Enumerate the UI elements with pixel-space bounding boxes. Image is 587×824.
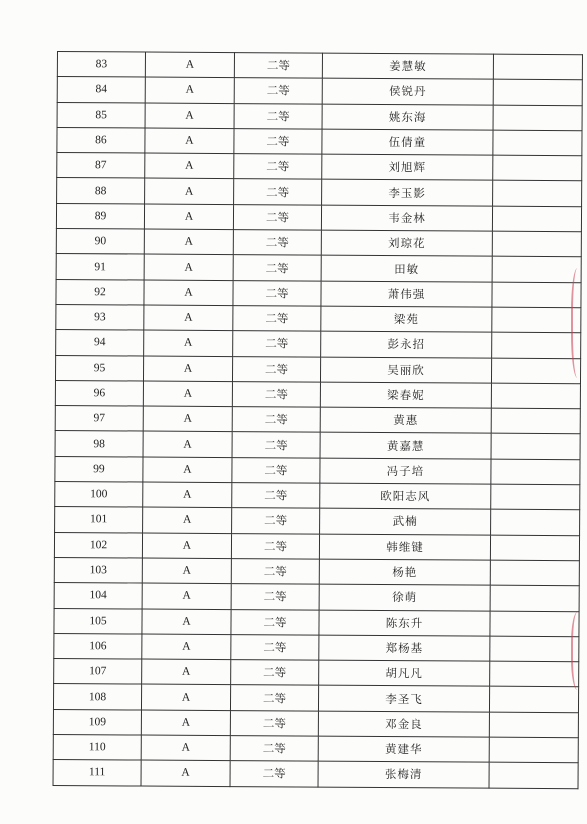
note-cell [491, 459, 580, 485]
name-cell: 徐萌 [319, 584, 490, 610]
table-row [55, 456, 580, 485]
note-cell [493, 105, 582, 131]
grade-cell: 二等 [230, 736, 318, 762]
name-cell: 萧伟强 [321, 281, 492, 307]
table-row [54, 659, 579, 688]
table-row [57, 77, 582, 106]
category-cell: A [144, 280, 233, 306]
name-cell: 田敏 [321, 255, 492, 281]
table-row [56, 279, 581, 308]
category-cell: A [142, 583, 231, 609]
table-row [56, 254, 581, 283]
row-number-cell: 88 [57, 178, 145, 204]
row-number-cell: 95 [55, 355, 143, 381]
row-number-cell: 98 [55, 431, 143, 457]
category-cell: A [145, 77, 234, 103]
category-cell: A [141, 710, 230, 736]
note-cell [489, 737, 578, 763]
grade-cell: 二等 [233, 280, 321, 306]
category-cell: A [145, 128, 234, 154]
category-cell: A [144, 204, 233, 230]
category-cell: A [142, 634, 231, 660]
note-cell [492, 206, 581, 232]
name-cell: 胡凡凡 [319, 660, 490, 686]
note-cell [491, 408, 580, 434]
category-cell: A [142, 609, 231, 635]
grade-cell: 二等 [233, 230, 321, 256]
row-number-cell: 100 [55, 482, 143, 508]
note-cell [490, 661, 579, 687]
note-cell [492, 282, 581, 308]
name-cell: 欧阳志风 [320, 483, 491, 509]
table-row [55, 431, 580, 460]
note-cell [490, 611, 579, 637]
row-number-cell: 111 [53, 760, 141, 786]
table-row [55, 482, 580, 511]
name-cell: 郑杨基 [319, 635, 490, 661]
category-cell: A [143, 406, 232, 432]
grade-cell: 二等 [234, 103, 322, 129]
name-cell: 冯子培 [320, 458, 491, 484]
name-cell: 张梅清 [318, 761, 489, 787]
category-cell: A [144, 305, 233, 331]
row-number-cell: 102 [54, 532, 142, 558]
row-number-cell: 94 [56, 330, 144, 356]
note-cell [490, 535, 579, 561]
category-cell: A [143, 457, 232, 483]
row-number-cell: 92 [56, 279, 144, 305]
row-number-cell: 101 [55, 507, 143, 533]
category-cell: A [143, 507, 232, 533]
name-cell: 姜慧敏 [322, 53, 493, 79]
table-row [53, 684, 578, 713]
category-cell: A [144, 229, 233, 255]
category-cell: A [142, 659, 231, 685]
table-row [55, 406, 580, 435]
row-number-cell: 87 [57, 153, 145, 179]
grade-cell: 二等 [234, 53, 322, 79]
name-cell: 邓金良 [318, 711, 489, 737]
table-row [54, 557, 579, 586]
grade-cell: 二等 [231, 609, 319, 635]
row-number-cell: 104 [54, 583, 142, 609]
row-number-cell: 110 [53, 735, 141, 761]
table-row [54, 633, 579, 662]
table-row [56, 304, 581, 333]
grade-cell: 二等 [232, 407, 320, 433]
row-number-cell: 99 [55, 456, 143, 482]
row-number-cell: 106 [54, 633, 142, 659]
row-number-cell: 93 [56, 304, 144, 330]
note-cell [493, 130, 582, 156]
table-row [53, 735, 578, 764]
grade-cell: 二等 [230, 761, 318, 787]
grade-cell: 二等 [234, 179, 322, 205]
note-cell [490, 560, 579, 586]
grade-cell: 二等 [234, 78, 322, 104]
table-row [56, 229, 581, 258]
note-cell [491, 510, 580, 536]
grade-cell: 二等 [233, 306, 321, 332]
grade-cell: 二等 [234, 154, 322, 180]
table-row [55, 507, 580, 536]
category-cell: A [142, 558, 231, 584]
table-row [54, 608, 579, 637]
category-cell: A [141, 735, 230, 761]
note-cell [489, 687, 578, 713]
grade-cell: 二等 [231, 559, 319, 585]
row-number-cell: 85 [57, 102, 145, 128]
table-row [56, 203, 581, 232]
row-number-cell: 107 [54, 659, 142, 685]
name-cell: 梁苑 [321, 306, 492, 332]
note-cell [490, 636, 579, 662]
note-cell [493, 54, 582, 80]
name-cell: 黄建华 [318, 736, 489, 762]
table-body [53, 52, 582, 789]
name-cell: 武楠 [320, 508, 491, 534]
grade-cell: 二等 [232, 381, 320, 407]
grade-cell: 二等 [230, 710, 318, 736]
note-cell [492, 332, 581, 358]
category-cell: A [141, 684, 230, 710]
note-cell [493, 79, 582, 105]
category-cell: A [145, 179, 234, 205]
table-row [53, 709, 578, 738]
name-cell: 姚东海 [322, 104, 493, 130]
note-cell [491, 358, 580, 384]
name-cell: 侯锐丹 [322, 78, 493, 104]
name-cell: 杨艳 [319, 559, 490, 585]
row-number-cell: 83 [57, 52, 145, 78]
grade-cell: 二等 [234, 128, 322, 154]
row-number-cell: 109 [53, 709, 141, 735]
name-cell: 黄嘉慧 [320, 433, 491, 459]
grade-cell: 二等 [231, 634, 319, 660]
grade-cell: 二等 [232, 508, 320, 534]
row-number-cell: 84 [57, 77, 145, 103]
grade-cell: 二等 [232, 356, 320, 382]
grade-cell: 二等 [231, 533, 319, 559]
name-cell: 梁春妮 [320, 382, 491, 408]
name-cell: 刘琼花 [321, 230, 492, 256]
row-number-cell: 91 [56, 254, 144, 280]
grade-cell: 二等 [232, 432, 320, 458]
table-row [54, 532, 579, 561]
category-cell: A [143, 381, 232, 407]
name-cell: 黄惠 [320, 407, 491, 433]
table-row [53, 760, 578, 789]
table-row [55, 355, 580, 384]
table-row [56, 330, 581, 359]
note-cell [489, 712, 578, 738]
row-number-cell: 89 [56, 203, 144, 229]
seal-stamp-lower [571, 612, 587, 690]
name-cell: 韦金林 [321, 205, 492, 231]
row-number-cell: 90 [56, 229, 144, 255]
category-cell: A [145, 153, 234, 179]
category-cell: A [145, 103, 234, 129]
note-cell [491, 383, 580, 409]
category-cell: A [145, 52, 234, 78]
grade-cell: 二等 [231, 584, 319, 610]
note-cell [493, 181, 582, 207]
category-cell: A [144, 254, 233, 280]
category-cell: A [143, 482, 232, 508]
name-cell: 韩维键 [319, 534, 490, 560]
grade-cell: 二等 [232, 483, 320, 509]
row-number-cell: 97 [55, 406, 143, 432]
category-cell: A [143, 431, 232, 457]
name-cell: 李玉影 [322, 180, 493, 206]
grade-cell: 二等 [231, 660, 319, 686]
seal-stamp-upper [571, 268, 587, 378]
note-cell [493, 155, 582, 181]
table-row [55, 380, 580, 409]
note-cell [492, 307, 581, 333]
note-cell [491, 484, 580, 510]
row-number-cell: 86 [57, 127, 145, 153]
row-number-cell: 96 [55, 380, 143, 406]
name-cell: 伍倩童 [322, 129, 493, 155]
table-row [57, 52, 582, 81]
grade-cell: 二等 [230, 685, 318, 711]
table-row [57, 127, 582, 156]
table-row [54, 583, 579, 612]
category-cell: A [142, 533, 231, 559]
name-cell: 李圣飞 [318, 686, 489, 712]
name-cell: 刘旭辉 [322, 154, 493, 180]
grade-cell: 二等 [233, 331, 321, 357]
row-number-cell: 103 [54, 557, 142, 583]
category-cell: A [141, 760, 230, 786]
category-cell: A [144, 330, 233, 356]
note-cell [492, 231, 581, 257]
note-cell [492, 257, 581, 283]
name-cell: 陈东升 [319, 610, 490, 636]
table-row [57, 102, 582, 131]
grade-cell: 二等 [233, 204, 321, 230]
grade-cell: 二等 [232, 457, 320, 483]
table-row [57, 153, 582, 182]
category-cell: A [143, 356, 232, 382]
table-row [57, 178, 582, 207]
note-cell [490, 585, 579, 611]
grade-cell: 二等 [233, 255, 321, 281]
name-cell: 彭永招 [321, 331, 492, 357]
note-cell [491, 434, 580, 460]
row-number-cell: 108 [53, 684, 141, 710]
name-cell: 吴丽欣 [320, 357, 491, 383]
note-cell [489, 762, 578, 788]
award-list-table [53, 51, 583, 789]
row-number-cell: 105 [54, 608, 142, 634]
